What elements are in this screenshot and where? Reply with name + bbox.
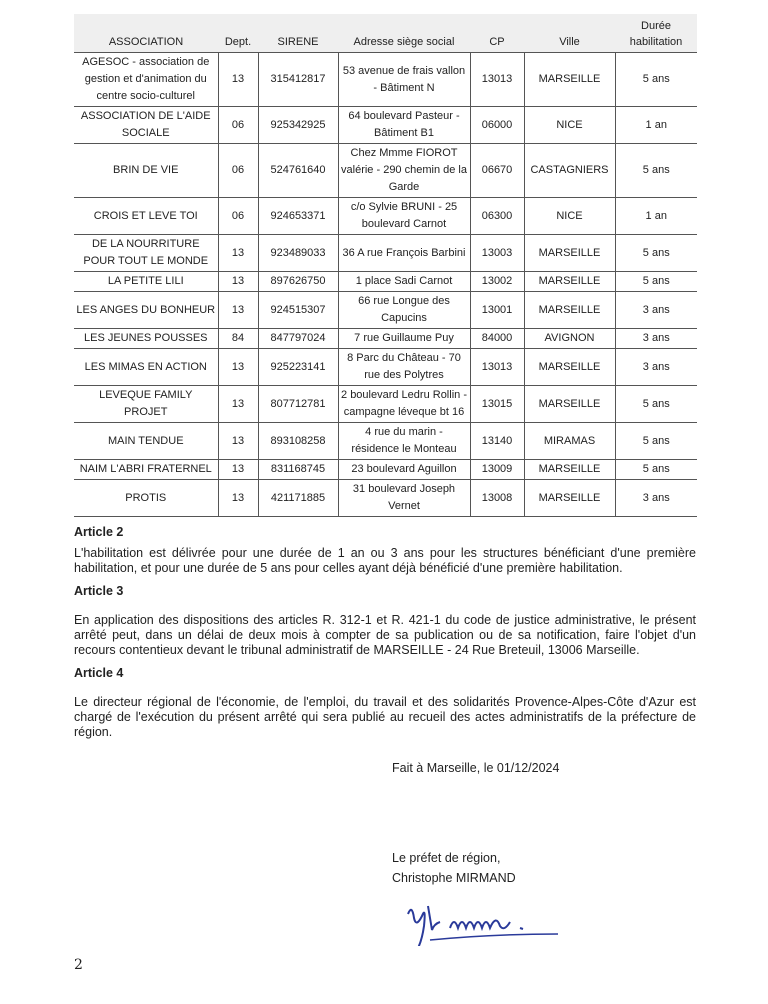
table-cell: LES MIMAS EN ACTION xyxy=(74,349,218,386)
table-cell: 13003 xyxy=(470,235,524,272)
table-cell: 3 ans xyxy=(615,480,697,517)
table-cell: 421171885 xyxy=(258,480,338,517)
table-cell: MARSEILLE xyxy=(524,292,615,329)
table-cell: 06 xyxy=(218,144,258,198)
table-cell: AVIGNON xyxy=(524,329,615,349)
table-cell: 06670 xyxy=(470,144,524,198)
table-cell: 06000 xyxy=(470,107,524,144)
table-cell: 1 an xyxy=(615,107,697,144)
table-cell: 2 boulevard Ledru Rollin - campagne léveque bt 16 xyxy=(338,386,470,423)
column-header: SIRENE xyxy=(258,14,338,53)
table-cell: 13013 xyxy=(470,53,524,107)
table-cell: 66 rue Longue des Capucins xyxy=(338,292,470,329)
column-header: Durée habilitation xyxy=(615,14,697,53)
associations-table xyxy=(74,14,697,517)
article-3-title: Article 3 xyxy=(74,584,124,598)
table-cell: Chez Mmme FIOROT valérie - 290 chemin de la Garde xyxy=(338,144,470,198)
table-row xyxy=(74,329,697,349)
table-cell: 924515307 xyxy=(258,292,338,329)
table-row xyxy=(74,107,697,144)
table-row xyxy=(74,144,697,198)
table-cell: 897626750 xyxy=(258,272,338,292)
table-cell: MARSEILLE xyxy=(524,272,615,292)
table-cell: LES ANGES DU BONHEUR xyxy=(74,292,218,329)
table-cell: 13 xyxy=(218,423,258,460)
table-cell: 13008 xyxy=(470,480,524,517)
table-cell: 315412817 xyxy=(258,53,338,107)
table-cell: MARSEILLE xyxy=(524,480,615,517)
table-cell: 13 xyxy=(218,386,258,423)
place-date: Fait à Marseille, le 01/12/2024 xyxy=(392,761,560,775)
table-cell: BRIN DE VIE xyxy=(74,144,218,198)
table-cell: 84 xyxy=(218,329,258,349)
table-cell: 5 ans xyxy=(615,272,697,292)
table-cell: 13 xyxy=(218,460,258,480)
table-cell: 1 an xyxy=(615,198,697,235)
table-row xyxy=(74,198,697,235)
table-cell: 13001 xyxy=(470,292,524,329)
signature-image xyxy=(400,894,570,946)
table-cell: 4 rue du marin - résidence le Monteau xyxy=(338,423,470,460)
table-cell: 923489033 xyxy=(258,235,338,272)
table-cell: 5 ans xyxy=(615,53,697,107)
table-cell: 84000 xyxy=(470,329,524,349)
table-cell: 64 boulevard Pasteur - Bâtiment B1 xyxy=(338,107,470,144)
article-4-title: Article 4 xyxy=(74,666,124,680)
article-3-text: En application des dispositions des articles R. 312-1 et R. 421-1 du code de justice administrative, le présent arrêté peut, dans un délai de deux mois à compter de sa publication ou de sa notification, faire l'objet d'un recours contentieux devant le tribunal administratif de MARSEILLE - 24 Rue Breteuil, 13006 Marseille. xyxy=(74,613,696,657)
table-row xyxy=(74,272,697,292)
table-cell: 13 xyxy=(218,292,258,329)
table-cell: 893108258 xyxy=(258,423,338,460)
table-row xyxy=(74,235,697,272)
table-cell: 13140 xyxy=(470,423,524,460)
table-cell: 06300 xyxy=(470,198,524,235)
table-cell: 5 ans xyxy=(615,144,697,198)
article-2-title: Article 2 xyxy=(74,525,124,539)
table-cell: 3 ans xyxy=(615,329,697,349)
table-cell: MIRAMAS xyxy=(524,423,615,460)
table-cell: 925342925 xyxy=(258,107,338,144)
table-cell: NICE xyxy=(524,107,615,144)
table-cell: 13 xyxy=(218,53,258,107)
table-cell: 13 xyxy=(218,480,258,517)
table-row xyxy=(74,480,697,517)
page-number: 2 xyxy=(74,957,83,973)
table-cell: 23 boulevard Aguillon xyxy=(338,460,470,480)
table-cell: 31 boulevard Joseph Vernet xyxy=(338,480,470,517)
table-cell: CASTAGNIERS xyxy=(524,144,615,198)
table-cell: 7 rue Guillaume Puy xyxy=(338,329,470,349)
table-row xyxy=(74,423,697,460)
table-cell: 524761640 xyxy=(258,144,338,198)
table-cell: 5 ans xyxy=(615,235,697,272)
table-cell: 831168745 xyxy=(258,460,338,480)
table-cell: 06 xyxy=(218,107,258,144)
table-cell: CROIS ET LEVE TOI xyxy=(74,198,218,235)
table-cell: LA PETITE LILI xyxy=(74,272,218,292)
table-cell: MARSEILLE xyxy=(524,386,615,423)
table-cell: NAIM L'ABRI FRATERNEL xyxy=(74,460,218,480)
table-cell: MARSEILLE xyxy=(524,235,615,272)
table-cell: 1 place Sadi Carnot xyxy=(338,272,470,292)
table-cell: 3 ans xyxy=(615,349,697,386)
table-cell: 847797024 xyxy=(258,329,338,349)
table-row xyxy=(74,349,697,386)
table-cell: 13013 xyxy=(470,349,524,386)
column-header: Adresse siège social xyxy=(338,14,470,53)
article-4-text: Le directeur régional de l'économie, de l'emploi, du travail et des solidarités Provence-Alpes-Côte d'Azur est chargé de l'exécution du présent arrêté qui sera publié au recueil des actes administratifs de la préfecture de région. xyxy=(74,695,696,739)
signatory-name: Christophe MIRMAND xyxy=(392,871,516,885)
table-cell: c/o Sylvie BRUNI - 25 boulevard Carnot xyxy=(338,198,470,235)
column-header: Dept. xyxy=(218,14,258,53)
table-cell: 13009 xyxy=(470,460,524,480)
table-row xyxy=(74,53,697,107)
signatory-role: Le préfet de région, xyxy=(392,851,501,865)
table-row xyxy=(74,460,697,480)
table-cell: ASSOCIATION DE L'AIDE SOCIALE xyxy=(74,107,218,144)
column-header: ASSOCIATION xyxy=(74,14,218,53)
table-cell: MAIN TENDUE xyxy=(74,423,218,460)
table-cell: 924653371 xyxy=(258,198,338,235)
table-cell: 3 ans xyxy=(615,292,697,329)
table-cell: 13015 xyxy=(470,386,524,423)
table-row xyxy=(74,292,697,329)
table-cell: 807712781 xyxy=(258,386,338,423)
table-cell: 13 xyxy=(218,349,258,386)
table-cell: 36 A rue François Barbini xyxy=(338,235,470,272)
table-cell: MARSEILLE xyxy=(524,349,615,386)
table-cell: 5 ans xyxy=(615,386,697,423)
table-cell: 13 xyxy=(218,272,258,292)
table-cell: MARSEILLE xyxy=(524,460,615,480)
table-cell: MARSEILLE xyxy=(524,53,615,107)
article-2-text: L'habilitation est délivrée pour une durée de 1 an ou 3 ans pour les structures bénéficiant d'une première habilitation, et pour une durée de 5 ans pour celles ayant déjà bénéficié d'une première habilitation. xyxy=(74,546,696,575)
column-header: Ville xyxy=(524,14,615,53)
table-cell: 5 ans xyxy=(615,460,697,480)
table-cell: PROTIS xyxy=(74,480,218,517)
table-cell: AGESOC - association de gestion et d'animation du centre socio-culturel xyxy=(74,53,218,107)
table-cell: 13 xyxy=(218,235,258,272)
table-row xyxy=(74,386,697,423)
table-cell: 06 xyxy=(218,198,258,235)
table-cell: 53 avenue de frais vallon - Bâtiment N xyxy=(338,53,470,107)
table-cell: LEVEQUE FAMILY PROJET xyxy=(74,386,218,423)
column-header: CP xyxy=(470,14,524,53)
table-cell: 5 ans xyxy=(615,423,697,460)
table-cell: LES JEUNES POUSSES xyxy=(74,329,218,349)
table-cell: 13002 xyxy=(470,272,524,292)
table-cell: 925223141 xyxy=(258,349,338,386)
table-cell: NICE xyxy=(524,198,615,235)
table-cell: DE LA NOURRITURE POUR TOUT LE MONDE xyxy=(74,235,218,272)
table-cell: 8 Parc du Château - 70 rue des Polytres xyxy=(338,349,470,386)
